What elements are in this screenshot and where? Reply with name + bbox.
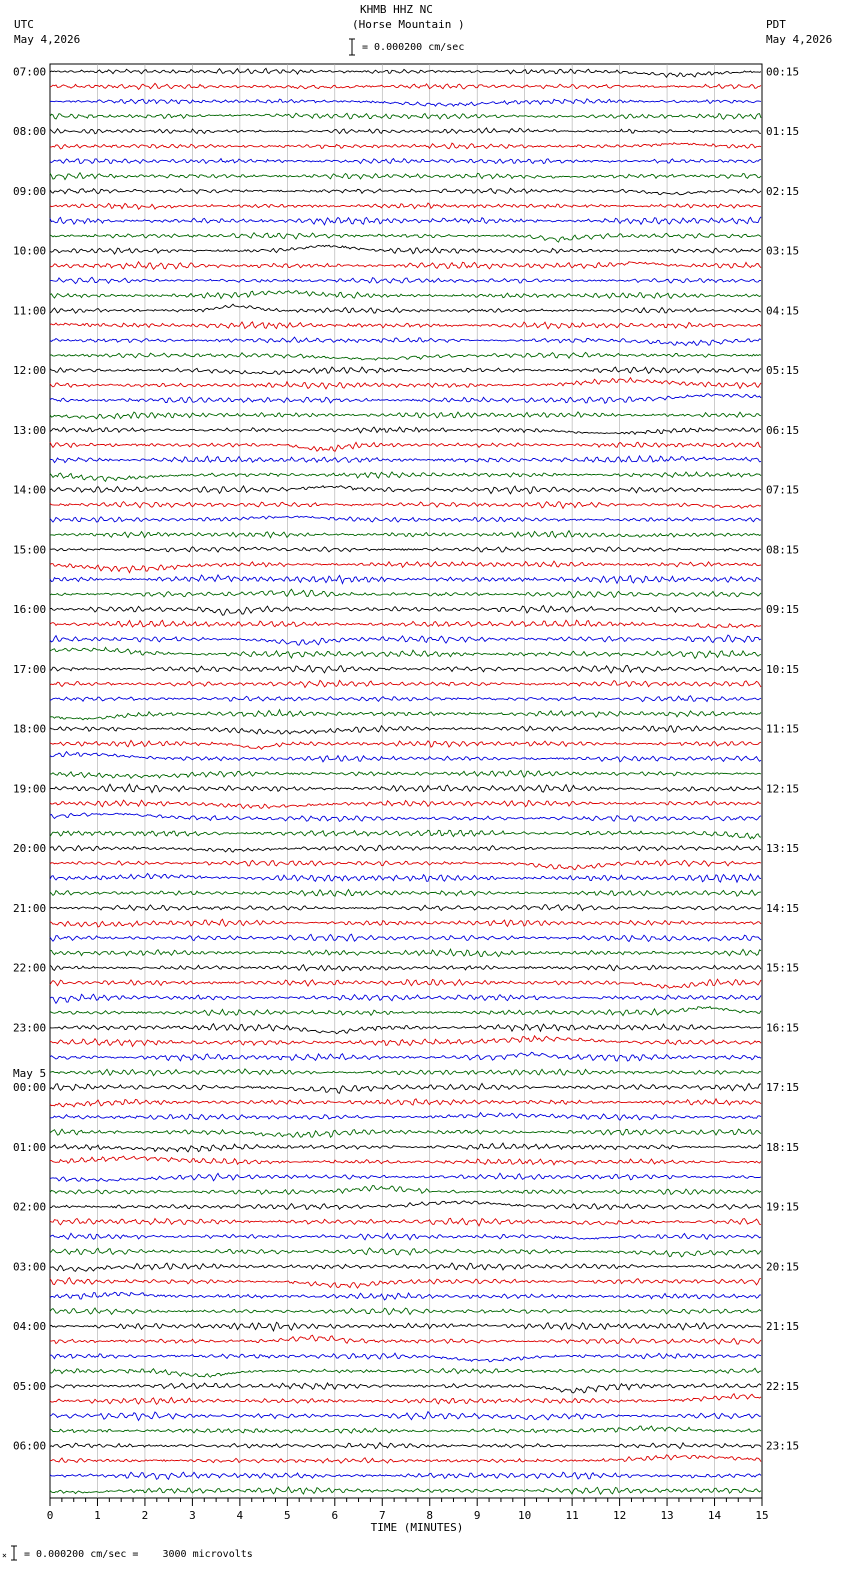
right-hour-label: 08:15 [766,543,800,557]
trace-56 [50,905,761,911]
trace-66 [50,1052,761,1061]
footer-arrow-icon: × [2,1551,7,1560]
x-tick-label: 2 [141,1509,149,1522]
trace-2 [50,99,761,106]
trace-18 [50,337,761,346]
trace-27 [50,472,761,482]
trace-87 [50,1368,761,1377]
right-hour-label: 04:15 [766,304,800,318]
right-hour-label: 05:15 [766,364,800,378]
right-hour-label: 22:15 [766,1379,800,1393]
left-hour-label: 05:00 [13,1379,47,1393]
trace-48 [50,784,761,792]
trace-78 [50,1233,761,1240]
x-tick-label: 1 [94,1509,101,1522]
trace-89 [50,1394,761,1405]
x-tick-label: 7 [378,1509,386,1522]
trace-0 [50,68,761,77]
trace-29 [50,502,761,509]
trace-53 [50,860,761,870]
left-hour-label: 11:00 [13,304,47,318]
trace-23 [50,412,761,419]
left-hour-label: 00:00 [13,1081,47,1095]
left-hour-label: 03:00 [13,1260,47,1274]
trace-67 [50,1069,761,1076]
trace-81 [50,1278,761,1289]
x-tick-label: 12 [612,1509,627,1522]
x-tick-label: 15 [755,1509,769,1522]
trace-15 [50,291,761,299]
left-hour-label: 08:00 [13,125,47,139]
trace-72 [50,1143,761,1152]
trace-44 [50,726,761,734]
trace-28 [50,486,761,494]
trace-47 [50,771,761,779]
x-tick-label: 14 [707,1509,722,1522]
right-hour-label: 10:15 [766,662,800,676]
scale-label: = 0.000200 cm/sec [362,42,465,53]
right-hour-label: 02:15 [766,184,800,198]
trace-85 [50,1335,761,1344]
trace-57 [50,919,761,927]
right-hour-label: 11:15 [766,722,800,736]
x-tick-label: 4 [236,1509,244,1522]
trace-46 [50,752,761,762]
trace-14 [50,277,761,283]
trace-8 [50,188,761,194]
right-date: May 4,2026 [766,33,833,46]
right-hour-label: 23:15 [766,1439,800,1453]
trace-65 [50,1036,761,1047]
x-tick-label: 0 [46,1509,54,1522]
trace-40 [50,666,761,674]
left-hour-label: 20:00 [13,842,47,856]
x-tick-label: 6 [331,1509,339,1522]
left-date: May 4,2026 [14,33,81,46]
x-tick-label: 8 [426,1509,434,1522]
trace-93 [50,1455,761,1463]
trace-79 [50,1248,761,1257]
trace-4 [50,128,761,134]
trace-92 [50,1443,761,1449]
right-hour-label: 03:15 [766,244,800,258]
right-hour-label: 07:15 [766,483,800,497]
trace-34 [50,575,761,584]
right-hour-label: 15:15 [766,961,800,975]
left-hour-label: 02:00 [13,1200,47,1214]
trace-31 [50,531,761,538]
trace-38 [50,635,761,645]
trace-22 [50,394,761,403]
trace-3 [50,113,761,119]
trace-60 [50,965,761,971]
trace-50 [50,813,761,821]
trace-68 [50,1083,761,1093]
left-hour-label: 16:00 [13,603,47,617]
trace-10 [50,217,761,225]
trace-64 [50,1024,761,1034]
trace-91 [50,1426,761,1433]
trace-19 [50,352,761,360]
trace-43 [50,710,761,720]
left-hour-label: 10:00 [13,244,47,258]
left-hour-label: 22:00 [13,961,47,975]
left-hour-label: 15:00 [13,543,47,557]
right-hour-label: 18:15 [766,1140,800,1154]
trace-36 [50,606,761,616]
trace-69 [50,1099,761,1107]
trace-16 [50,304,761,313]
trace-55 [50,890,761,897]
right-hour-label: 19:15 [766,1200,800,1214]
trace-80 [50,1263,761,1271]
right-hour-label: 21:15 [766,1320,800,1334]
left-hour-label: 19:00 [13,782,47,796]
trace-62 [50,994,761,1003]
trace-30 [50,516,761,522]
trace-61 [50,979,761,988]
right-hour-label: 20:15 [766,1260,800,1274]
trace-70 [50,1113,761,1121]
trace-84 [50,1322,761,1331]
right-hour-label: 09:15 [766,603,800,617]
left-hour-label: 04:00 [13,1320,47,1334]
trace-52 [50,845,761,852]
trace-5 [50,143,761,149]
trace-88 [50,1383,761,1393]
x-tick-label: 9 [473,1509,481,1522]
trace-17 [50,322,761,329]
trace-39 [50,647,761,658]
right-hour-label: 00:15 [766,65,800,79]
x-tick-label: 3 [189,1509,196,1522]
left-hour-label: 07:00 [13,65,47,79]
right-hour-label: 14:15 [766,901,800,915]
right-timezone: PDT [766,18,786,31]
trace-76 [50,1201,761,1210]
left-hour-label: 09:00 [13,184,47,198]
trace-86 [50,1353,761,1362]
trace-59 [50,949,761,957]
trace-54 [50,874,761,883]
right-hour-label: 13:15 [766,842,800,856]
day-change-label: May 5 [13,1067,47,1081]
trace-25 [50,442,761,451]
left-hour-label: 17:00 [13,662,47,676]
left-hour-label: 18:00 [13,722,47,736]
left-hour-label: 21:00 [13,901,47,915]
trace-9 [50,203,761,209]
x-tick-label: 5 [284,1509,291,1522]
trace-94 [50,1472,761,1479]
trace-74 [50,1173,761,1181]
trace-20 [50,367,761,374]
right-hour-label: 12:15 [766,782,800,796]
station-name: KHMB HHZ NC [360,3,433,16]
trace-12 [50,245,761,254]
trace-75 [50,1186,761,1195]
trace-95 [50,1487,761,1494]
trace-58 [50,934,761,941]
x-tick-label: 13 [660,1509,674,1522]
left-hour-label: 06:00 [13,1439,47,1453]
station-location: (Horse Mountain ) [352,18,465,31]
trace-82 [50,1292,761,1300]
trace-35 [50,589,761,597]
trace-21 [50,378,761,389]
trace-71 [50,1129,761,1137]
footer-scale-bar-icon [10,1545,18,1561]
footer-scale-note: = 0.000200 cm/sec = 3000 microvolts [24,1549,253,1560]
trace-41 [50,680,761,687]
x-axis-label: TIME (MINUTES) [370,1521,464,1534]
left-hour-label: 14:00 [13,483,47,497]
trace-32 [50,547,761,552]
x-tick-label: 10 [518,1509,532,1522]
trace-24 [50,427,761,434]
right-hour-label: 06:15 [766,423,800,437]
trace-63 [50,1007,761,1016]
trace-83 [50,1308,761,1315]
left-hour-label: 12:00 [13,364,47,378]
trace-45 [50,740,761,749]
x-tick-label: 11 [565,1509,579,1522]
trace-90 [50,1412,761,1421]
right-hour-label: 17:15 [766,1081,800,1095]
trace-6 [50,159,761,164]
trace-11 [50,233,761,242]
trace-37 [50,620,761,628]
right-hour-label: 16:15 [766,1021,800,1035]
trace-49 [50,800,761,808]
trace-77 [50,1218,761,1226]
trace-13 [50,262,761,270]
trace-73 [50,1156,761,1165]
trace-7 [50,173,761,180]
left-timezone: UTC [14,18,34,31]
left-hour-label: 01:00 [13,1140,47,1154]
trace-33 [50,561,761,573]
trace-51 [50,830,761,839]
trace-1 [50,83,761,89]
trace-26 [50,456,761,463]
left-hour-label: 23:00 [13,1021,47,1035]
left-hour-label: 13:00 [13,423,47,437]
trace-42 [50,696,761,702]
right-hour-label: 01:15 [766,125,800,139]
